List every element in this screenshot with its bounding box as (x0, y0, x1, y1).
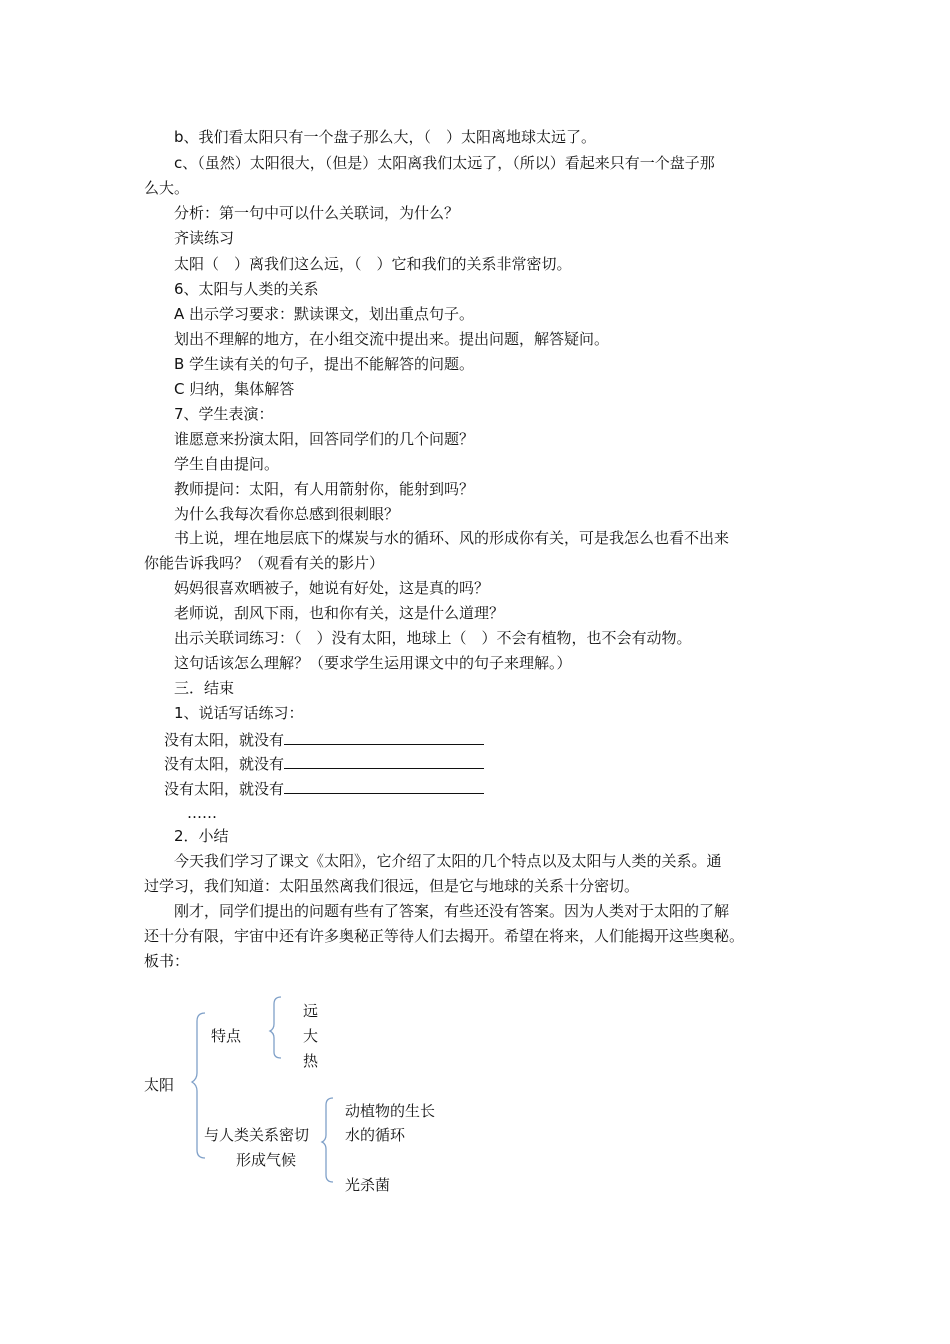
text-line: C 归纳，集体解答 (174, 380, 295, 398)
text-line: 书上说，埋在地层底下的煤炭与水的循环、风的形成你有关，可是我怎么也看不出来 (174, 529, 730, 547)
fill-line-prompt: 没有太阳，就没有 (164, 755, 285, 773)
feature-far: 远 (303, 1002, 319, 1020)
feature-hot: 热 (303, 1052, 319, 1070)
text-line: 教师提问：太阳，有人用箭射你，能射到吗？ (174, 480, 475, 498)
text-line: 太阳（ ）离我们这么远，（ ）它和我们的关系非常密切。 (174, 255, 572, 273)
text-line: b、我们看太阳只有一个盘子那么大，（ ）太阳离地球太远了。 (174, 128, 597, 146)
text-line: 齐读练习 (174, 229, 235, 247)
text-line: 老师说，刮风下雨，也和你有关，这是什么道理？ (174, 604, 505, 622)
summary-line: 板书： (144, 952, 190, 970)
summary-line: 还十分有限，宇宙中还有许多奥秘正等待人们去揭开。希望在将来，人们能揭开这些奥秘。 (144, 927, 745, 945)
board-root: 太阳 (144, 1076, 175, 1094)
ellipsis: …… (187, 804, 217, 822)
relation-growth: 动植物的生长 (345, 1102, 436, 1120)
text-line: c、（虽然）太阳很大，（但是）太阳离我们太远了，（所以）看起来只有一个盘子那 (174, 154, 715, 172)
text-line: B 学生读有关的句子，提出不能解答的问题。 (174, 355, 475, 373)
fill-line-prompt: 没有太阳，就没有 (164, 780, 285, 798)
text-line: 三．结束 (174, 679, 235, 697)
relation-sterilize: 光杀菌 (345, 1176, 391, 1194)
text-line: 妈妈很喜欢晒被子，她说有好处，这是真的吗？ (174, 579, 490, 597)
summary-line: 刚才，同学们提出的问题有些有了答案，有些还没有答案。因为人类对于太阳的了解 (174, 902, 730, 920)
board-branch-features: 特点 (211, 1027, 242, 1045)
text-line: A 出示学习要求：默读课文，划出重点句子。 (174, 305, 475, 323)
text-line: 学生自由提问。 (174, 455, 280, 473)
summary-line: 过学习，我们知道：太阳虽然离我们很远，但是它与地球的关系十分密切。 (144, 877, 640, 895)
board-branch-relation: 与人类关系密切 (204, 1126, 310, 1144)
text-line: 出示关联词练习：（ ）没有太阳，地球上（ ）不会有植物，也不会有动物。 (174, 629, 692, 647)
board-branch-climate: 形成气候 (236, 1151, 297, 1169)
fill-line-prompt: 没有太阳，就没有 (164, 731, 285, 749)
text-line: 谁愿意来扮演太阳，回答同学们的几个问题？ (174, 430, 475, 448)
text-line: 7、学生表演： (174, 405, 274, 423)
text-line: 划出不理解的地方，在小组交流中提出来。提出问题，解答疑问。 (174, 330, 610, 348)
text-line: 分析：第一句中可以什么关联词，为什么？ (174, 204, 460, 222)
text-line: 6、太阳与人类的关系 (174, 280, 319, 298)
feature-big: 大 (303, 1027, 319, 1045)
text-line: 么大。 (144, 179, 190, 197)
text-line: 为什么我每次看你总感到很刺眼？ (174, 505, 400, 523)
summary-heading: 2．小结 (174, 827, 229, 845)
text-line: 这句话该怎么理解？（要求学生运用课文中的句子来理解。） (174, 654, 572, 672)
relation-water-cycle: 水的循环 (345, 1126, 406, 1144)
text-line: 你能告诉我吗？（观看有关的影片） (144, 554, 385, 572)
text-line: 1、说话写话练习： (174, 704, 304, 722)
summary-line: 今天我们学习了课文《太阳》，它介绍了太阳的几个特点以及太阳与人类的关系。通 (174, 852, 722, 870)
